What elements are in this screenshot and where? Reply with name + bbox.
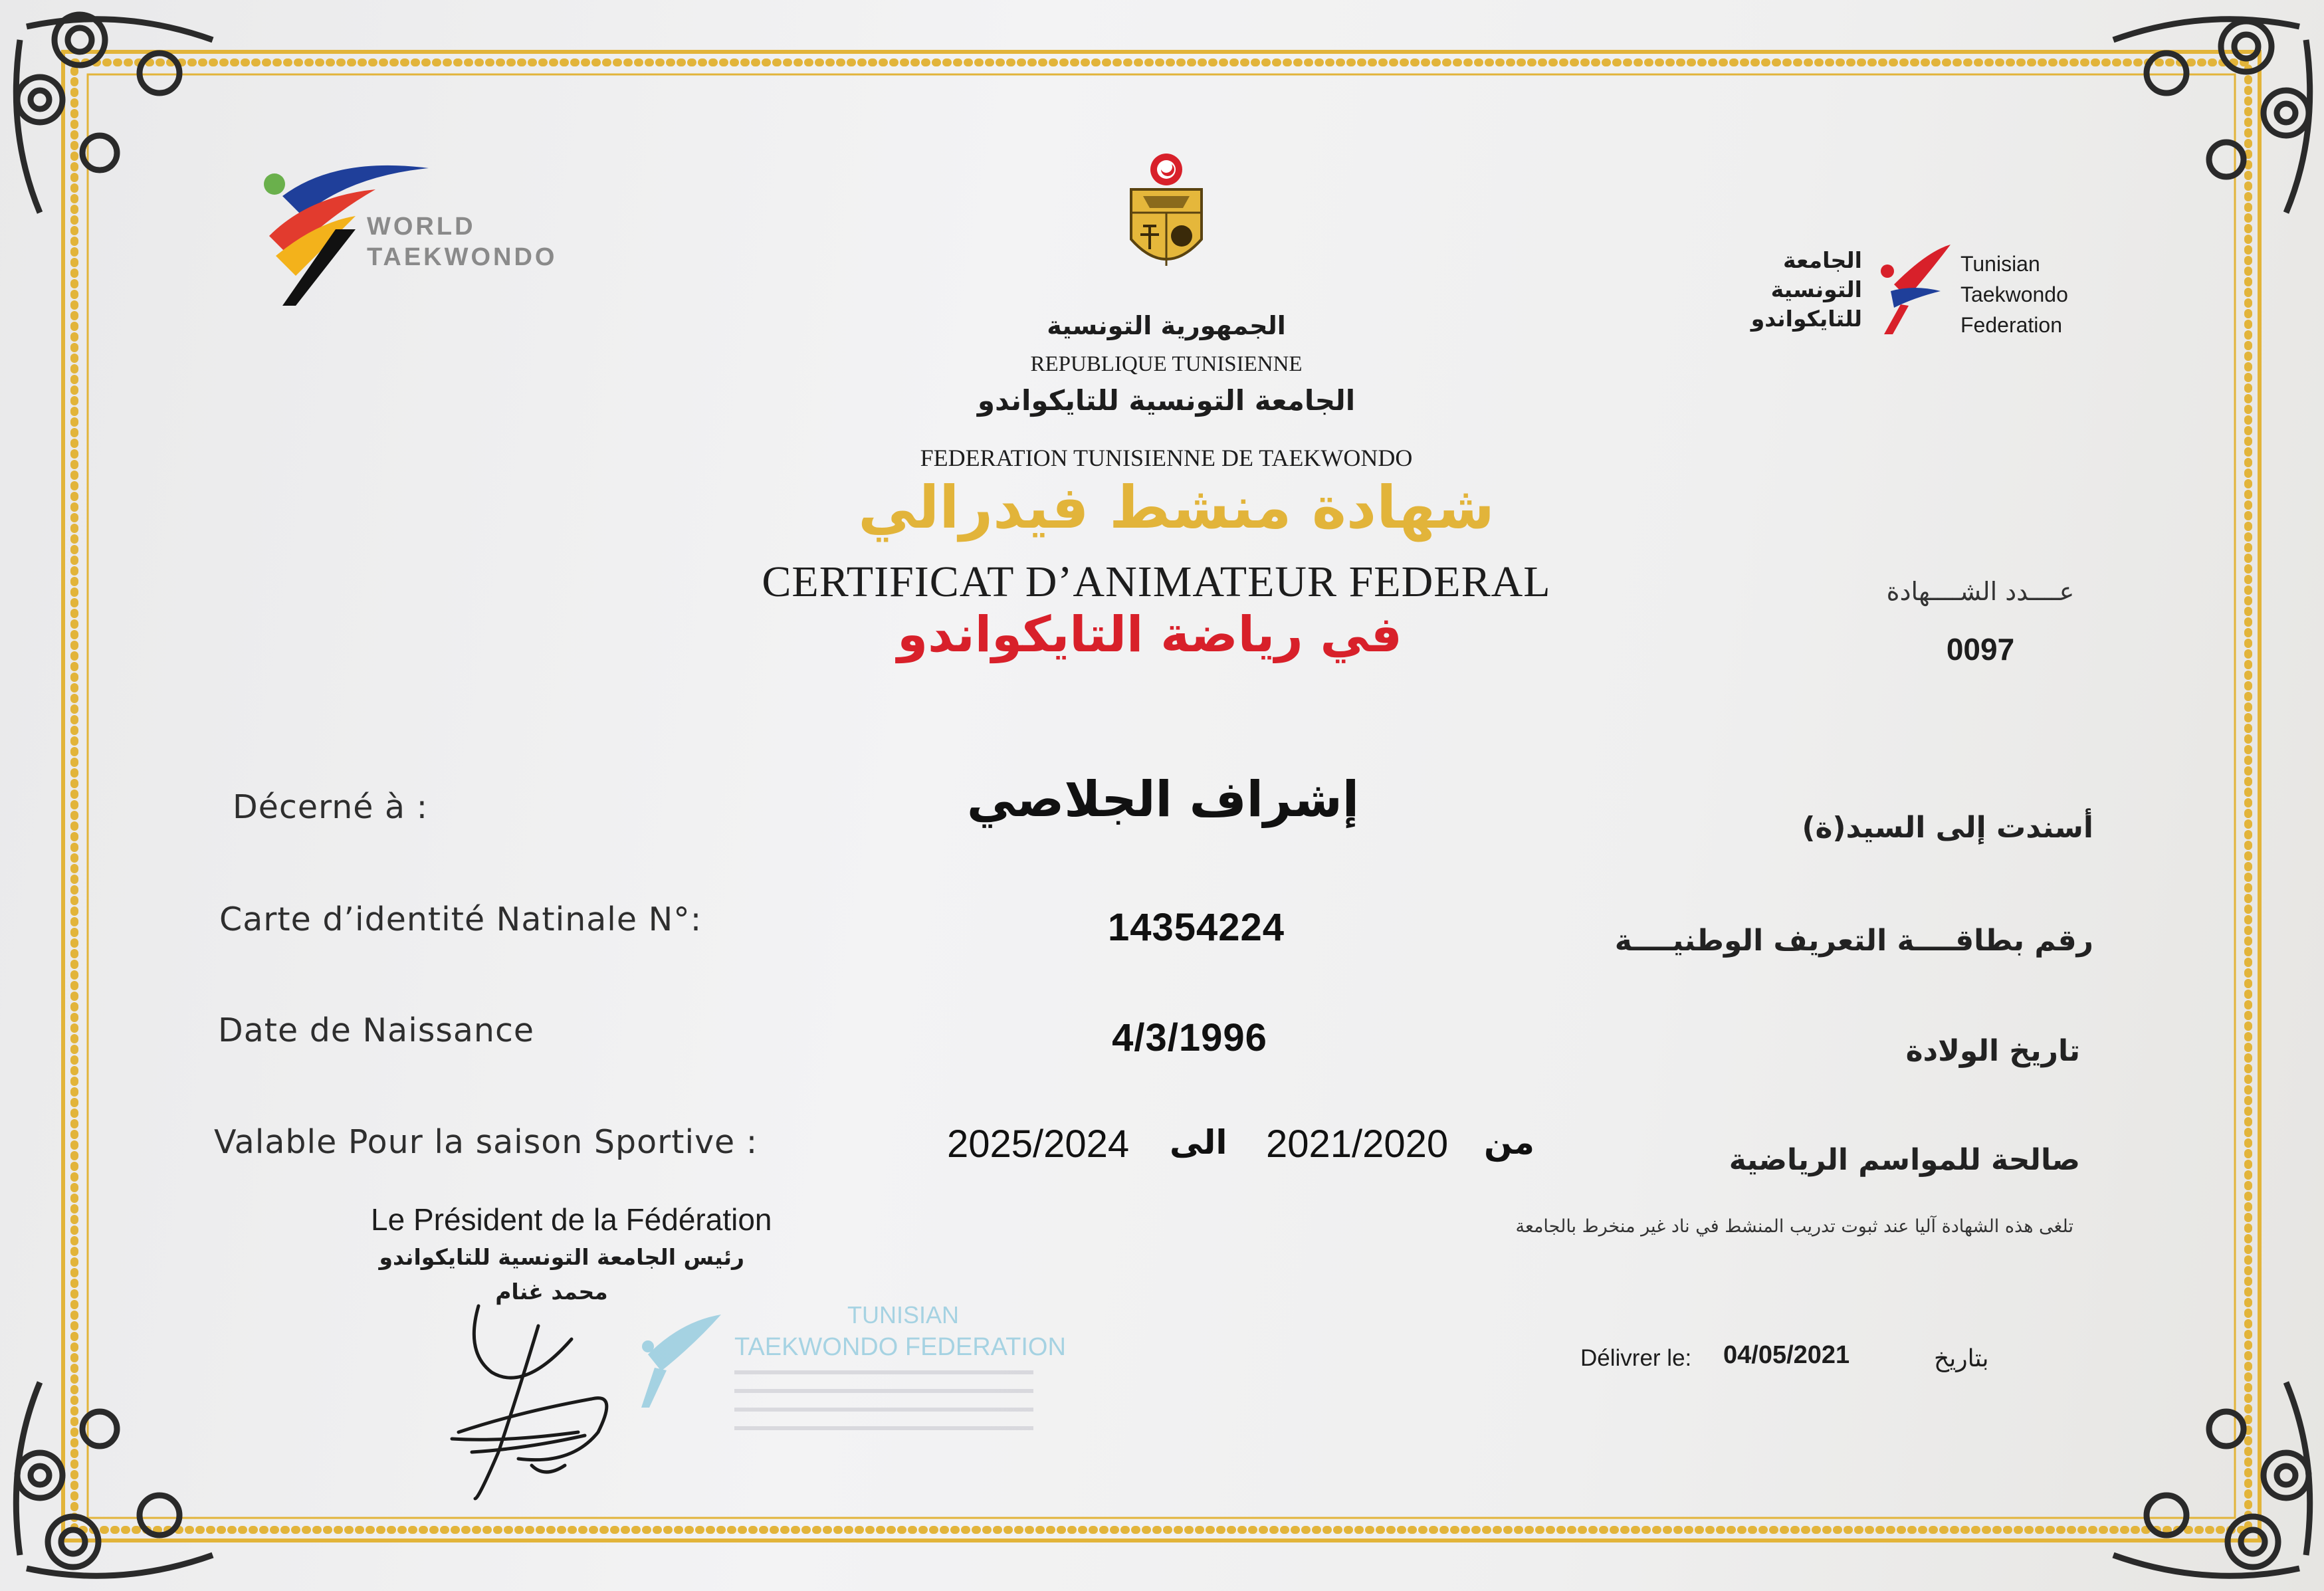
federation-stamp	[635, 1301, 1087, 1454]
awarded-label-ar: أسندت إلى السيد(ة)	[1802, 811, 2093, 845]
ttf-logo-arabic	[1715, 246, 1862, 334]
ttf-ar-line3: للتايكواندو	[1750, 306, 1862, 332]
title-french: CERTIFICAT D’ANIMATEUR FEDERAL	[762, 558, 1551, 606]
season-label-ar: صالحة للمواسم الرياضية	[1729, 1143, 2080, 1177]
handwritten-signature	[439, 1299, 651, 1512]
republic-french: REPUBLIQUE TUNISIENNE	[1030, 352, 1303, 376]
president-name-ar: محمد غنام	[495, 1279, 608, 1305]
birth-label-fr: Date de Naissance	[218, 1011, 535, 1049]
ttf-en-line1: Tunisian	[1960, 252, 2040, 276]
season-label-fr: Valable Pour la saison Sportive :	[214, 1123, 758, 1161]
title-arabic: شهادة منشط فيدرالي	[858, 473, 1495, 542]
corner-scroll-top-right	[2113, 19, 2310, 213]
corner-scroll-bottom-right	[2113, 1382, 2310, 1576]
birth-date-value: 4/3/1996	[1112, 1016, 1267, 1059]
stamp-emblem-icon	[635, 1315, 728, 1414]
certificate-number-value: 0097	[1946, 632, 2015, 667]
ttf-en-line2: Taekwondo	[1960, 282, 2068, 306]
validity-note-ar: تلغى هذه الشهادة آليا عند ثبوت تدريب المنشط في ناد غير منخرط بالجامعة	[1515, 1216, 2073, 1237]
season-from-connector: من	[1484, 1123, 1534, 1162]
delivery-date-value: 04/05/2021	[1723, 1341, 1850, 1369]
recipient-name: إشراف الجلاصي	[966, 771, 1360, 828]
id-card-value: 14354224	[1107, 906, 1285, 949]
delivery-label-fr: Délivrer le:	[1580, 1345, 1692, 1371]
birth-label-ar: تاريخ الولادة	[1905, 1034, 2080, 1068]
ttf-emblem-icon	[1867, 245, 1954, 338]
season-range	[947, 1122, 1552, 1175]
id-card-label-fr: Carte d’identité Natinale N°:	[219, 901, 702, 938]
season-from-value: 2021/2020	[1266, 1122, 1449, 1166]
world-logo-line1: WORLD	[367, 213, 476, 241]
coat-of-arms-icon	[1123, 150, 1210, 282]
stamp-line2: TAEKWONDO FEDERATION	[734, 1333, 1066, 1361]
ttf-ar-line1: الجامعة	[1783, 247, 1862, 273]
corner-scroll-top-left	[16, 15, 213, 213]
corner-scroll-bottom-left	[16, 1382, 213, 1576]
ttf-en-line3: Federation	[1960, 313, 2062, 337]
president-title-fr: Le Président de la Fédération	[371, 1202, 772, 1237]
delivery-label-ar: بتاريخ	[1934, 1345, 1989, 1372]
world-taekwondo-wordmark	[367, 211, 558, 272]
awarded-label-fr: Décerné à :	[233, 788, 429, 826]
stamp-line1: TUNISIAN	[847, 1301, 960, 1328]
republic-arabic: الجمهورية التونسية	[1047, 311, 1286, 340]
federation-arabic: الجامعة التونسية للتايكواندو	[977, 384, 1356, 417]
id-card-label-ar: رقم بطاقــــة التعريف الوطنيــــة	[1614, 924, 2093, 958]
certificate-number-label: عــــدد الشــــهادة	[1886, 577, 2075, 606]
ttf-logo-english	[1960, 249, 2068, 340]
world-logo-line2: TAEKWONDO	[367, 243, 558, 271]
title-arabic-subtitle: في رياضة التايكواندو	[897, 606, 1402, 663]
president-title-ar: رئيس الجامعة التونسية للتايكواندو	[379, 1244, 744, 1270]
federation-french: FEDERATION TUNISIENNE DE TAEKWONDO	[920, 445, 1413, 471]
stamp-address-lines	[734, 1370, 1033, 1430]
season-to-value: 2025/2024	[947, 1122, 1130, 1166]
season-to-connector: الى	[1170, 1123, 1227, 1162]
ttf-ar-line2: التونسية	[1770, 276, 1862, 302]
